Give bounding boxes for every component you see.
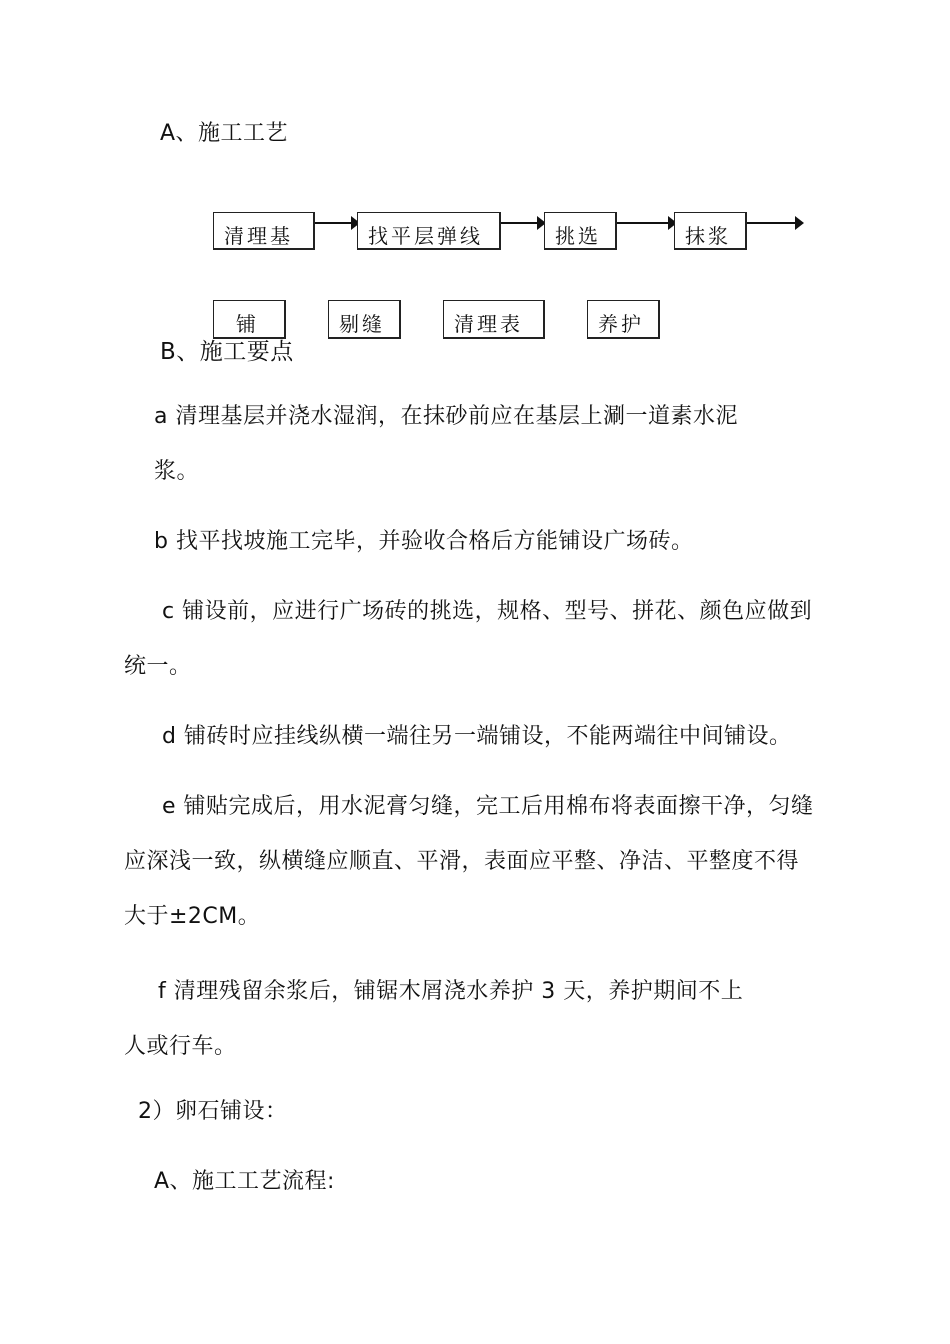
paragraph-f-line-1: f 清理残留余浆后，铺锯木屑浇水养护 3 天，养护期间不上 (158, 979, 744, 1004)
paragraph-a-line-2: 浆。 (154, 459, 200, 484)
paragraph-e-line-1: e 铺贴完成后，用水泥膏匀缝，完工后用棉布将表面擦干净，匀缝 (162, 794, 814, 819)
paragraph-e-line-3: 大于±2CM。 (124, 904, 261, 929)
section-pebble-paving: 2）卵石铺设： (138, 1099, 288, 1124)
flow-step-level-layer: 找平层弹线 (357, 212, 501, 250)
heading-construction-points: B、施工要点 (160, 339, 294, 365)
flow-step-curing: 养护 (587, 300, 660, 339)
flow-step-clean-base: 清理基 (213, 212, 315, 250)
flow-arrow (501, 222, 544, 224)
paragraph-d: d 铺砖时应挂线纵横一端往另一端铺设，不能两端往中间铺设。 (162, 724, 792, 749)
flow-step-plaster: 抹浆 (674, 212, 747, 250)
paragraph-c-line-1: c 铺设前，应进行广场砖的挑选，规格、型号、拼花、颜色应做到 (162, 599, 813, 624)
flow-arrow (315, 222, 358, 224)
flow-step-clean-surface: 清理表 (443, 300, 545, 339)
flow-step-joint: 剔缝 (328, 300, 401, 339)
heading-process-flow: A、施工工艺流程: (154, 1169, 335, 1194)
flow-arrow (617, 222, 675, 224)
flow-step-select: 挑选 (544, 212, 617, 250)
paragraph-a-line-1: a 清理基层并浇水湿润，在抹砂前应在基层上涮一道素水泥 (154, 404, 738, 429)
paragraph-c-line-2: 统一。 (124, 654, 192, 679)
paragraph-e-line-2: 应深浅一致，纵横缝应顺直、平滑，表面应平整、净洁、平整度不得 (124, 849, 800, 874)
heading-construction-process: A、施工工艺 (160, 121, 289, 146)
flow-step-lay: 铺 (213, 300, 286, 339)
flow-arrow (747, 222, 802, 224)
paragraph-f-line-2: 人或行车。 (124, 1034, 237, 1059)
paragraph-b: b 找平找坡施工完毕，并验收合格后方能铺设广场砖。 (154, 529, 694, 554)
